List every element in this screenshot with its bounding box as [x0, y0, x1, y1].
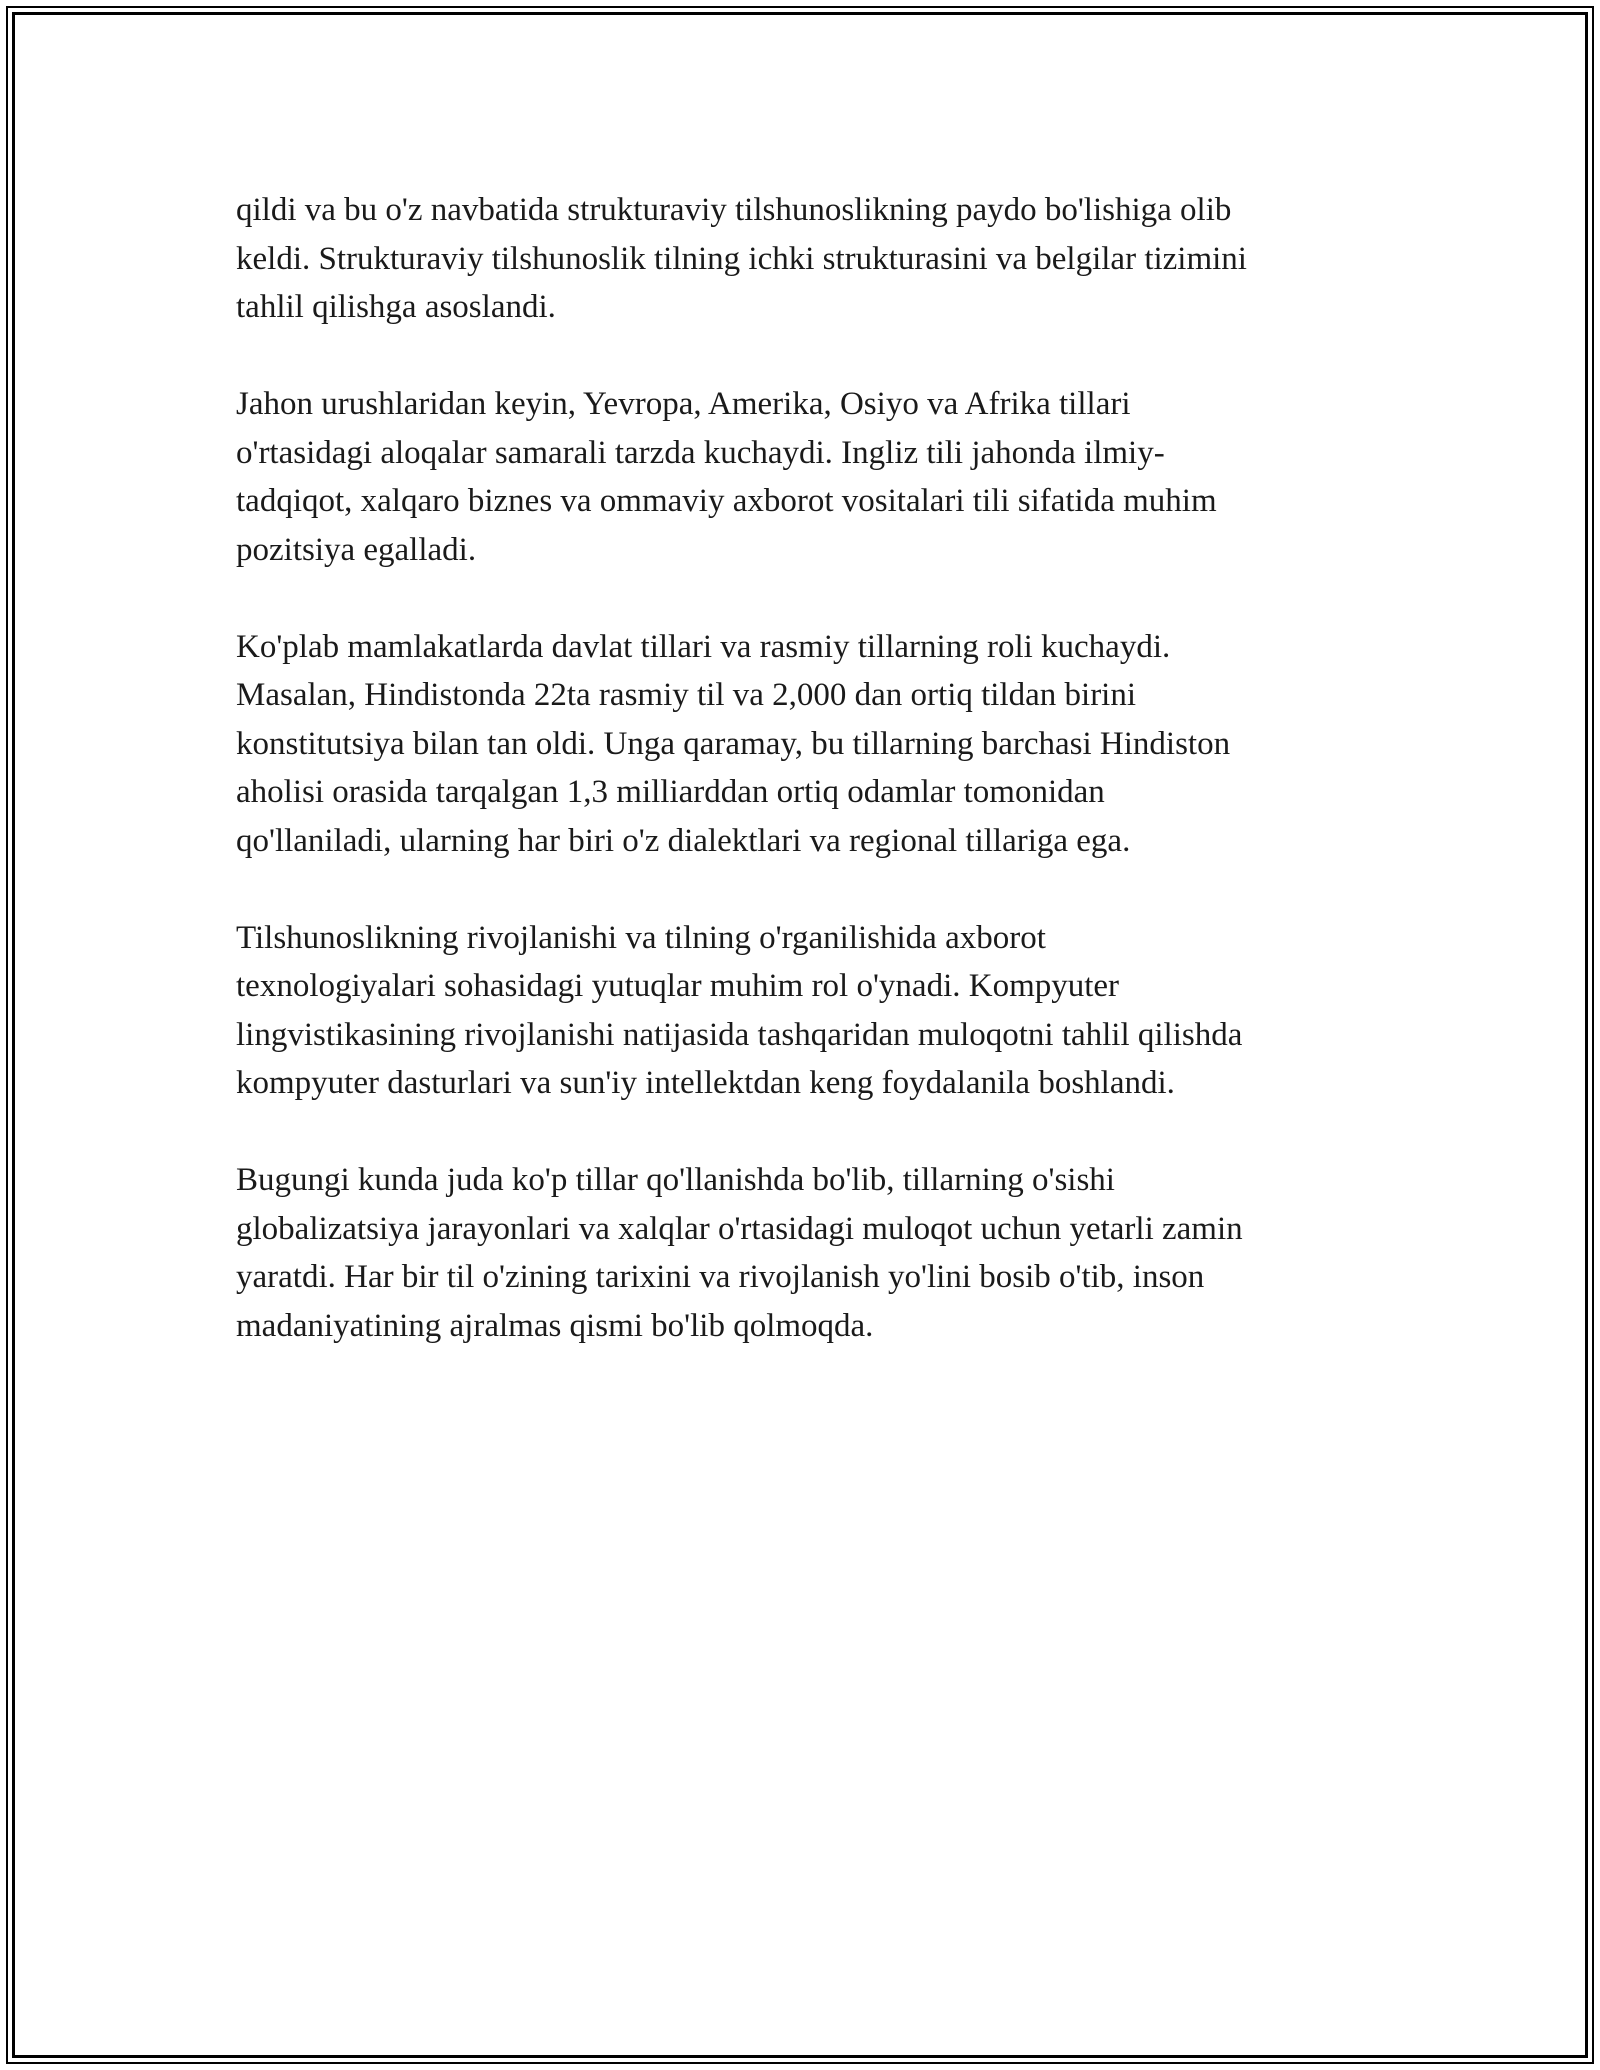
- paragraph-3: [236, 623, 1386, 866]
- text-line: qo'llaniladi, ularning har biri o'z dialektlari va regional tillariga ega.: [236, 822, 1131, 859]
- text-line: aholisi orasida tarqalgan 1,3 milliarddan ortiq odamlar tomonidan: [236, 774, 1105, 810]
- document-body: [236, 186, 1386, 1399]
- text-line: lingvistikasining rivojlanishi natijasida tashqaridan muloqotni tahlil qilishda: [236, 1016, 1243, 1053]
- paragraph-5: [236, 1156, 1386, 1350]
- text-line: Ko'plab mamlakatlarda davlat tillari va rasmiy tillarning roli kuchaydi.: [236, 628, 1171, 665]
- text-line: keldi. Strukturaviy tilshunoslik tilning ichki strukturasini va belgilar tizimini: [236, 240, 1247, 277]
- text-line: tahlil qilishga asoslandi.: [236, 289, 556, 325]
- paragraph-4: [236, 914, 1386, 1108]
- text-line: konstitutsiya bilan tan oldi. Unga qaramay, bu tillarning barchasi Hindiston: [236, 725, 1231, 762]
- text-line: Masalan, Hindistonda 22ta rasmiy til va 2,000 dan ortiq tildan birini: [236, 677, 1137, 713]
- text-line: Tilshunoslikning rivojlanishi va tilning o'rganilishida axborot: [236, 919, 1046, 956]
- text-line: madaniyatining ajralmas qismi bo'lib qolmoqda.: [236, 1307, 874, 1344]
- text-line: globalizatsiya jarayonlari va xalqlar o'rtasidagi muloqot uchun yetarli zamin: [236, 1210, 1243, 1247]
- text-line: texnologiyalari sohasidagi yutuqlar muhim rol o'ynadi. Kompyuter: [236, 968, 1120, 1004]
- text-line: pozitsiya egalladi.: [236, 531, 477, 568]
- text-line: tadqiqot, xalqaro biznes va ommaviy axborot vositalari tili sifatida muhim: [236, 483, 1217, 519]
- text-line: Bugungi kunda juda ko'p tillar qo'llanishda bo'lib, tillarning o'sishi: [236, 1162, 1115, 1198]
- paragraph-1: [236, 186, 1386, 332]
- paragraph-2: [236, 380, 1386, 574]
- text-line: qildi va bu o'z navbatida strukturaviy tilshunoslikning paydo bo'lishiga olib: [236, 192, 1232, 228]
- text-line: kompyuter dasturlari va sun'iy intellektdan keng foydalanila boshlandi.: [236, 1065, 1175, 1101]
- text-line: yaratdi. Har bir til o'zining tarixini va rivojlanish yo'lini bosib o'tib, inson: [236, 1259, 1205, 1295]
- text-line: Jahon urushlaridan keyin, Yevropa, Amerika, Osiyo va Afrika tillari: [236, 386, 1131, 422]
- text-line: o'rtasidagi aloqalar samarali tarzda kuchaydi. Ingliz tili jahonda ilmiy-: [236, 434, 1165, 471]
